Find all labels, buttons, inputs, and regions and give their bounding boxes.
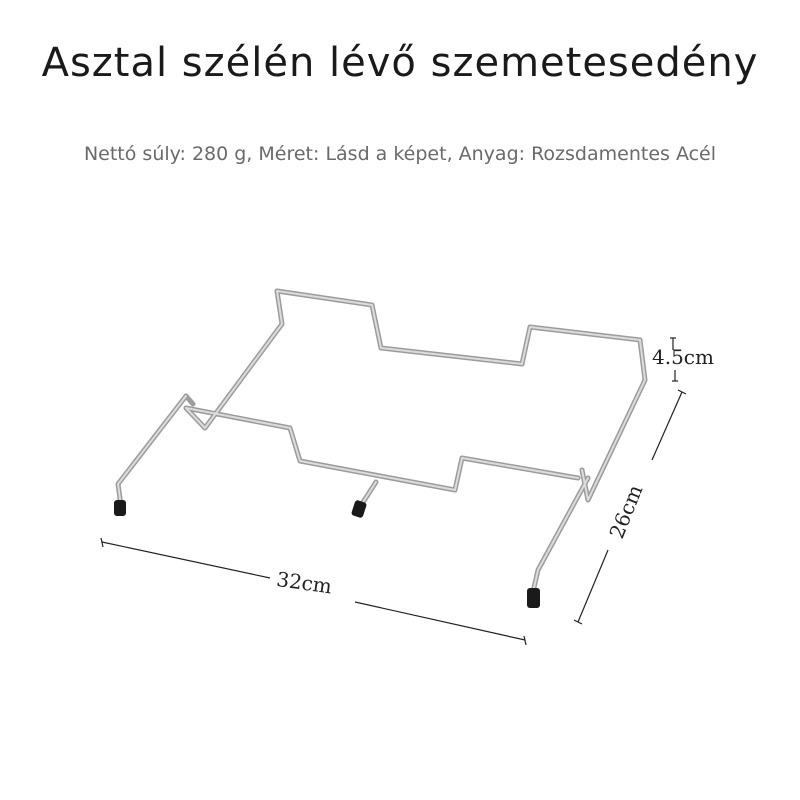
depth-label: 26cm — [604, 481, 648, 542]
product-specs: Nettó súly: 280 g, Méret: Lásd a képet, Anyag: Rozsdamentes Acél — [83, 143, 717, 165]
height-label: 4.5cm — [652, 345, 714, 369]
width-label: 32cm — [275, 566, 334, 599]
foot-left-icon — [114, 500, 126, 516]
wire-rack — [118, 291, 648, 592]
foot-right-icon — [527, 588, 540, 608]
page-title: Asztal szélén lévő szemetesedény — [41, 40, 759, 86]
